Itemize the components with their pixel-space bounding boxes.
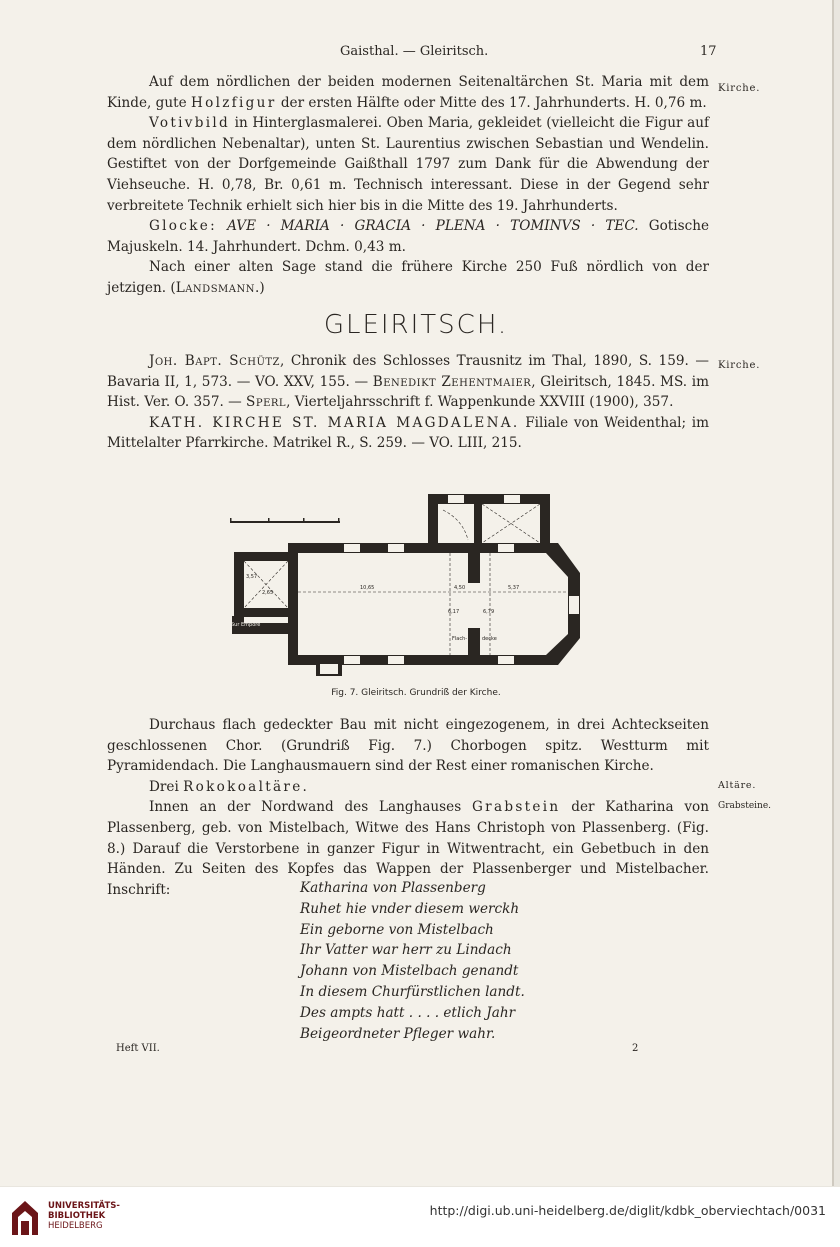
spaced-term: Rokokoaltäre. <box>183 778 310 795</box>
stair-curve <box>443 510 468 540</box>
dim-label: 10,65 <box>360 585 375 591</box>
author-smallcaps: Landsmann <box>175 279 256 296</box>
section-description <box>107 715 709 900</box>
sacristy-wall-west <box>428 494 438 549</box>
inscription-line: Ihr Vatter war herr zu Lindach <box>300 942 512 959</box>
tower-wall-west <box>234 552 244 616</box>
dim-label: 5,37 <box>508 585 520 591</box>
margin-note-kirche-2: Kirche. <box>718 360 761 371</box>
scale-tick <box>230 518 232 523</box>
text-run: , Chronik des Schlosses Trausnitz im Thal, 1890, S. 159. — Bavaria II, 1, 573. — VO. XXV, 155. — <box>107 353 709 390</box>
inscription-line: Beigeordneter Pfleger wahr. <box>300 1025 496 1042</box>
signature-heft: Heft VII. <box>116 1043 160 1054</box>
paragraph-literature <box>107 351 709 413</box>
text-run: der Katharina von Plassenberg, geb. von Mistelbach, Witwe des Hans Christoph von Plassenberg. (Fig. 8.) Darauf die Verstorbene in ganzer Figur in Witwentracht, ein Gebetbuch in den Händen. Zu Seiten des Kopfes das Wappen der Plassenberger und Mistelbacher. Inschrift: <box>107 799 709 898</box>
text-run: Innen an der Nordwand des Langhauses <box>149 799 472 816</box>
window-opening <box>498 656 514 664</box>
inscription-line: Ruhet hie vnder diesem werckh <box>300 900 520 917</box>
text-run: , Vierteljahrsschrift f. Wappenkunde XXVIII (1900), 357. <box>286 394 674 411</box>
page-number: 17 <box>700 44 717 59</box>
window-opening <box>569 596 579 614</box>
scale-tick <box>268 518 270 523</box>
inscription-line: Katharina von Plassenberg <box>300 880 486 896</box>
window-opening <box>388 656 404 664</box>
text-run: , Gleiritsch, 1845. MS. im Hist. Ver. O. 357. — <box>107 373 709 411</box>
spaced-term: Glocke: <box>149 218 217 235</box>
window-opening <box>504 495 520 503</box>
church-floor-plan <box>228 488 580 678</box>
text-run: Nach einer alten Sage stand die frühere Kirche 250 Fuß nördlich von der jetzigen. ( <box>107 259 709 296</box>
author-smallcaps: Benedikt Zehentmaier <box>372 373 532 390</box>
porch-opening <box>320 664 338 674</box>
margin-note-grabsteine: Grabsteine. <box>718 801 772 811</box>
section-heading: GLEIRITSCH. <box>323 310 509 340</box>
sacristy-wall-north <box>428 494 550 504</box>
dim-label: 6,17 <box>448 609 460 615</box>
text-run: Auf dem nördlichen der beiden modernen Seitenaltärchen St. Maria mit dem Kinde, gute <box>107 74 709 111</box>
author-smallcaps: Joh. Bapt. Schütz <box>149 353 280 369</box>
library-name-line: BIBLIOTHEK <box>48 1211 106 1221</box>
dim-label: 4,50 <box>454 585 466 591</box>
inscription-line: Johann von Mistelbach genandt <box>300 963 519 980</box>
paragraph-altaere <box>107 777 709 798</box>
paragraph-bau: Durchaus flach gedeckter Bau mit nicht eingezogenem, in drei Achteckseiten geschlossenen Chor. (Grundriß Fig. 7.) Chorbogen spitz. Westturm mit Pyramidendach. Die Langhausmauern sind der Rest einer romanischen Kirche. <box>107 717 709 775</box>
plan-label: Flach- <box>452 636 468 642</box>
section-gaisthal <box>107 72 709 299</box>
tower-diagonal <box>244 561 288 608</box>
text-run: Filiale von Weidenthal; im Mittelalter Pfarrkirche. Matrikel R., S. 259. — VO. LIII, 215. <box>107 414 710 452</box>
scale-tick <box>303 518 305 523</box>
scale-tick <box>338 518 340 523</box>
inscription <box>300 878 525 1044</box>
sacristy-wall-east <box>540 494 550 549</box>
window-opening <box>388 544 404 552</box>
window-opening <box>344 544 360 552</box>
signature-number: 2 <box>632 1043 639 1054</box>
text-run: .) <box>255 279 265 296</box>
paragraph-votivbild <box>107 113 709 216</box>
dim-label: 3,57 <box>246 574 258 580</box>
scale-bar <box>230 521 340 523</box>
spaced-term: Grabstein <box>471 799 561 816</box>
permalink-url[interactable]: http://digi.ub.uni-heidelberg.de/diglit/kdbk_oberviechtach/0031 <box>429 1203 826 1218</box>
spaced-term: Holzfigur <box>190 94 277 111</box>
section-gleiritsch <box>107 351 709 454</box>
library-name[interactable] <box>48 1201 120 1231</box>
running-title: Gaisthal. — Gleiritsch. <box>340 44 489 59</box>
text-run: der ersten Hälfte oder Mitte des 17. Jahrhunderts. H. 0,76 m. <box>276 94 707 111</box>
figure-caption: Fig. 7. Gleiritsch. Grundriß der Kirche. <box>331 688 501 698</box>
library-name-line: UNIVERSITÄTS- <box>48 1201 120 1211</box>
spaced-term: Votivbild <box>149 115 231 132</box>
inscription-line: Des ampts hatt . . . . etlich Jahr <box>300 1004 516 1021</box>
paragraph-sage <box>107 257 709 298</box>
dim-label: 2,65 <box>262 590 274 596</box>
paragraph-glocke <box>107 216 709 257</box>
inscription-line: Ein geborne von Mistelbach <box>300 921 494 938</box>
plan-label: Sur Empore <box>231 622 261 628</box>
window-opening <box>344 656 360 664</box>
paragraph-holzfigur <box>107 72 709 113</box>
window-opening <box>448 495 464 503</box>
text-run: in Hinterglasmalerei. Oben Maria, gekleidet (vielleicht die Figur auf dem nördlichen Nebenaltar), unten St. Laurentius zwischen Sebastian und Wendelin. Gestiftet von der Dorfgemeinde Gaißthall 1797 zum Dank für die Abwendung der Viehseuche. H. 0,78, Br. 0,61 m. Technisch interessant. Diese in der Gegend sehr verbreitete Technik erhielt sich hier bis in die Mitte des 19. Jahrhunderts. <box>107 115 709 214</box>
text-run: Gotische Majuskeln. 14. Jahrhundert. Dchm. 0,43 m. <box>107 218 709 255</box>
window-opening <box>498 544 514 552</box>
library-logo-icon[interactable] <box>10 1195 40 1237</box>
text-run: Drei <box>149 778 184 795</box>
margin-note-kirche: Kirche. <box>718 83 761 94</box>
spaced-term: KATH. KIRCHE ST. MARIA MAGDALENA. <box>149 414 520 431</box>
sacristy-partition <box>474 494 482 549</box>
author-smallcaps: Sperl <box>246 394 287 411</box>
viewer-footer <box>0 1187 840 1247</box>
margin-note-altaere: Altäre. <box>718 780 757 791</box>
dim-label: 6,79 <box>483 609 495 615</box>
chancel-arch-pier <box>468 628 480 665</box>
nave-wall-west <box>288 543 298 665</box>
bell-inscription: AVE · MARIA · GRACIA · PLENA · TOMINVS · TEC. <box>216 218 639 235</box>
paragraph-kath-kirche <box>107 413 709 454</box>
inscription-line: In diesem Churfürstlichen landt. <box>300 983 525 1000</box>
library-name-line: HEIDELBERG <box>48 1221 103 1231</box>
plan-label: decke <box>482 636 497 642</box>
